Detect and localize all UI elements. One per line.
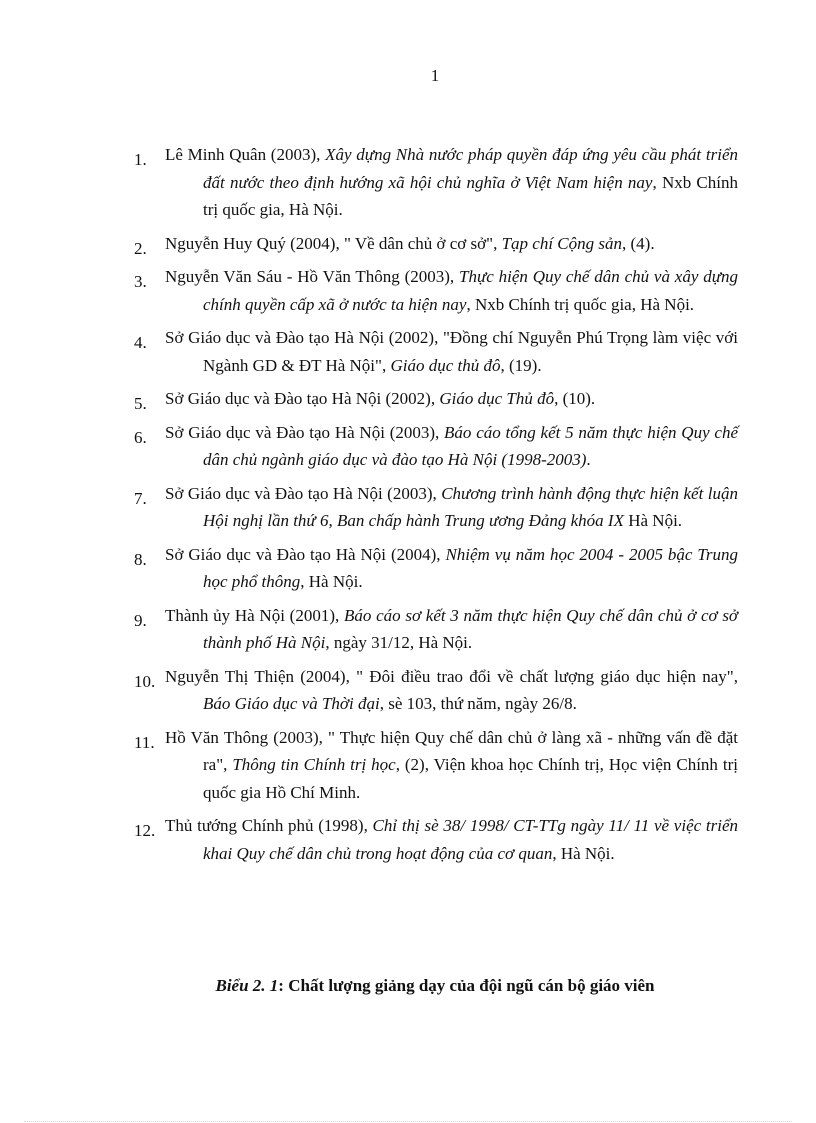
- reference-entry: [0, 541, 816, 596]
- reference-title: Giáo dục thủ đô: [390, 355, 501, 375]
- reference-text: , Hà Nội.: [552, 843, 615, 863]
- reference-text: Hà Nội.: [623, 511, 683, 530]
- reference-list: [0, 141, 816, 873]
- reference-number: 4.: [134, 333, 147, 352]
- reference-title: Báo cáo tổng kết 5 năm thực hiện Quy chế dân chủ ngành giáo dục và đào tạo Hà Nội (1998-2003): [203, 422, 738, 469]
- reference-entry: [0, 141, 816, 224]
- reference-number: 10.: [134, 671, 156, 691]
- reference-title: Tạp chí Cộng sản: [501, 233, 623, 253]
- reference-text: Thủ tướng Chính phủ (1998),: [165, 816, 373, 835]
- reference-text: Sở Giáo dục và Đào tạo Hà Nội (2002),: [165, 389, 440, 408]
- reference-text: , sè 103, thứ năm, ngày 26/8.: [379, 694, 577, 713]
- reference-number: 9.: [134, 610, 147, 630]
- reference-text: Lê Minh Quân (2003),: [165, 145, 326, 164]
- reference-text: Sở Giáo dục và Đào tạo Hà Nội (2003),: [165, 422, 445, 442]
- reference-title: Chỉ thị sè 38/ 1998/ CT-TTg ngày 11/ 11 về việc triển khai Quy chế dân chủ trong hoạt động của cơ quan: [203, 816, 738, 863]
- reference-entry: [0, 724, 816, 807]
- reference-entry: [0, 263, 816, 318]
- reference-entry: [0, 230, 816, 258]
- reference-number: 2.: [134, 238, 147, 258]
- reference-text: Nguyễn Văn Sáu - Hồ Văn Thông (2003),: [165, 267, 460, 286]
- reference-number: 11.: [134, 732, 155, 752]
- reference-number: 1.: [134, 150, 147, 169]
- reference-entry: [0, 663, 816, 718]
- reference-text: Sở Giáo dục và Đào tạo Hà Nội (2003),: [165, 483, 442, 503]
- reference-text: .: [586, 450, 591, 469]
- reference-number: 3.: [134, 272, 147, 291]
- reference-text: Sở Giáo dục và Đào tạo Hà Nội (2004),: [165, 544, 446, 564]
- reference-title: Nhiệm vụ năm học 2004 - 2005 bậc Trung học phổ thông: [203, 544, 738, 591]
- reference-number: 7.: [134, 488, 147, 508]
- reference-text: Hồ Văn Thông (2003), " Thực hiện Quy chế dân chủ ở làng xã - những vấn đề đặt ra",: [165, 727, 738, 774]
- caption-label: Biểu 2. 1: [215, 976, 279, 995]
- reference-entry: [0, 480, 816, 535]
- reference-title: Báo Giáo dục và Thời đại: [203, 694, 380, 713]
- reference-entry: [0, 419, 816, 474]
- reference-title: Báo cáo sơ kết 3 năm thực hiện Quy chế dân chủ ở cơ sở thành phố Hà Nội: [203, 605, 739, 652]
- reference-number: 5.: [134, 394, 147, 413]
- caption-text: : Chất lượng giảng dạy của đội ngũ cán bộ giáo viên: [278, 976, 655, 995]
- reference-text: , ngày 31/12, Hà Nội.: [325, 633, 473, 652]
- reference-text: , Nxb Chính trị quốc gia, Hà Nội.: [466, 294, 695, 314]
- reference-text: , (19).: [500, 355, 542, 375]
- reference-title: Xây dựng Nhà nước pháp quyền đáp ứng yêu cầu phát triển đất nước theo định hướng xã hội chủ nghĩa ở Việt Nam hiện nay: [203, 145, 738, 192]
- reference-number: 12.: [134, 821, 156, 840]
- reference-text: Sở Giáo dục và Đào tạo Hà Nội (2002), "Đồng chí Nguyễn Phú Trọng làm việc với Ngành GD & ĐT Hà Nội",: [165, 328, 738, 375]
- reference-title: Giáo dục Thủ đô: [439, 389, 555, 408]
- reference-text: Nguyễn Huy Quý (2004), " Về dân chủ ở cơ sở",: [165, 233, 502, 253]
- reference-text: Thành ủy Hà Nội (2001),: [165, 605, 344, 625]
- figure-caption: [0, 976, 816, 996]
- reference-text: Nguyễn Thị Thiện (2004), " Đôi điều trao đổi về chất lượng giáo dục hiện nay",: [165, 666, 738, 686]
- reference-entry: [0, 324, 816, 379]
- reference-text: , (4).: [622, 233, 655, 253]
- reference-number: 6.: [134, 427, 147, 447]
- reference-title: Chương trình hành động thực hiện kết luận Hội nghị lần thứ 6, Ban chấp hành Trung ương Đảng khóa IX: [203, 483, 739, 530]
- reference-text: , Hà Nội.: [300, 572, 363, 591]
- reference-text: , (10).: [554, 389, 596, 408]
- reference-entry: [0, 602, 816, 657]
- reference-text: , (2), Viện khoa học Chính trị, Học viện Chính trị quốc gia Hồ Chí Minh.: [203, 755, 738, 802]
- reference-number: 8.: [134, 549, 147, 569]
- reference-title: Thực hiện Quy chế dân chủ và xây dựng chính quyền cấp xã ở nước ta hiện nay: [203, 267, 738, 314]
- reference-entry: [0, 812, 816, 867]
- page-bottom-divider: [24, 1121, 792, 1122]
- reference-text: , Nxb Chính trị quốc gia, Hà Nội.: [203, 172, 738, 219]
- page-number: 1: [430, 66, 440, 85]
- reference-title: Thông tin Chính trị học: [232, 755, 396, 774]
- reference-entry: [0, 385, 816, 413]
